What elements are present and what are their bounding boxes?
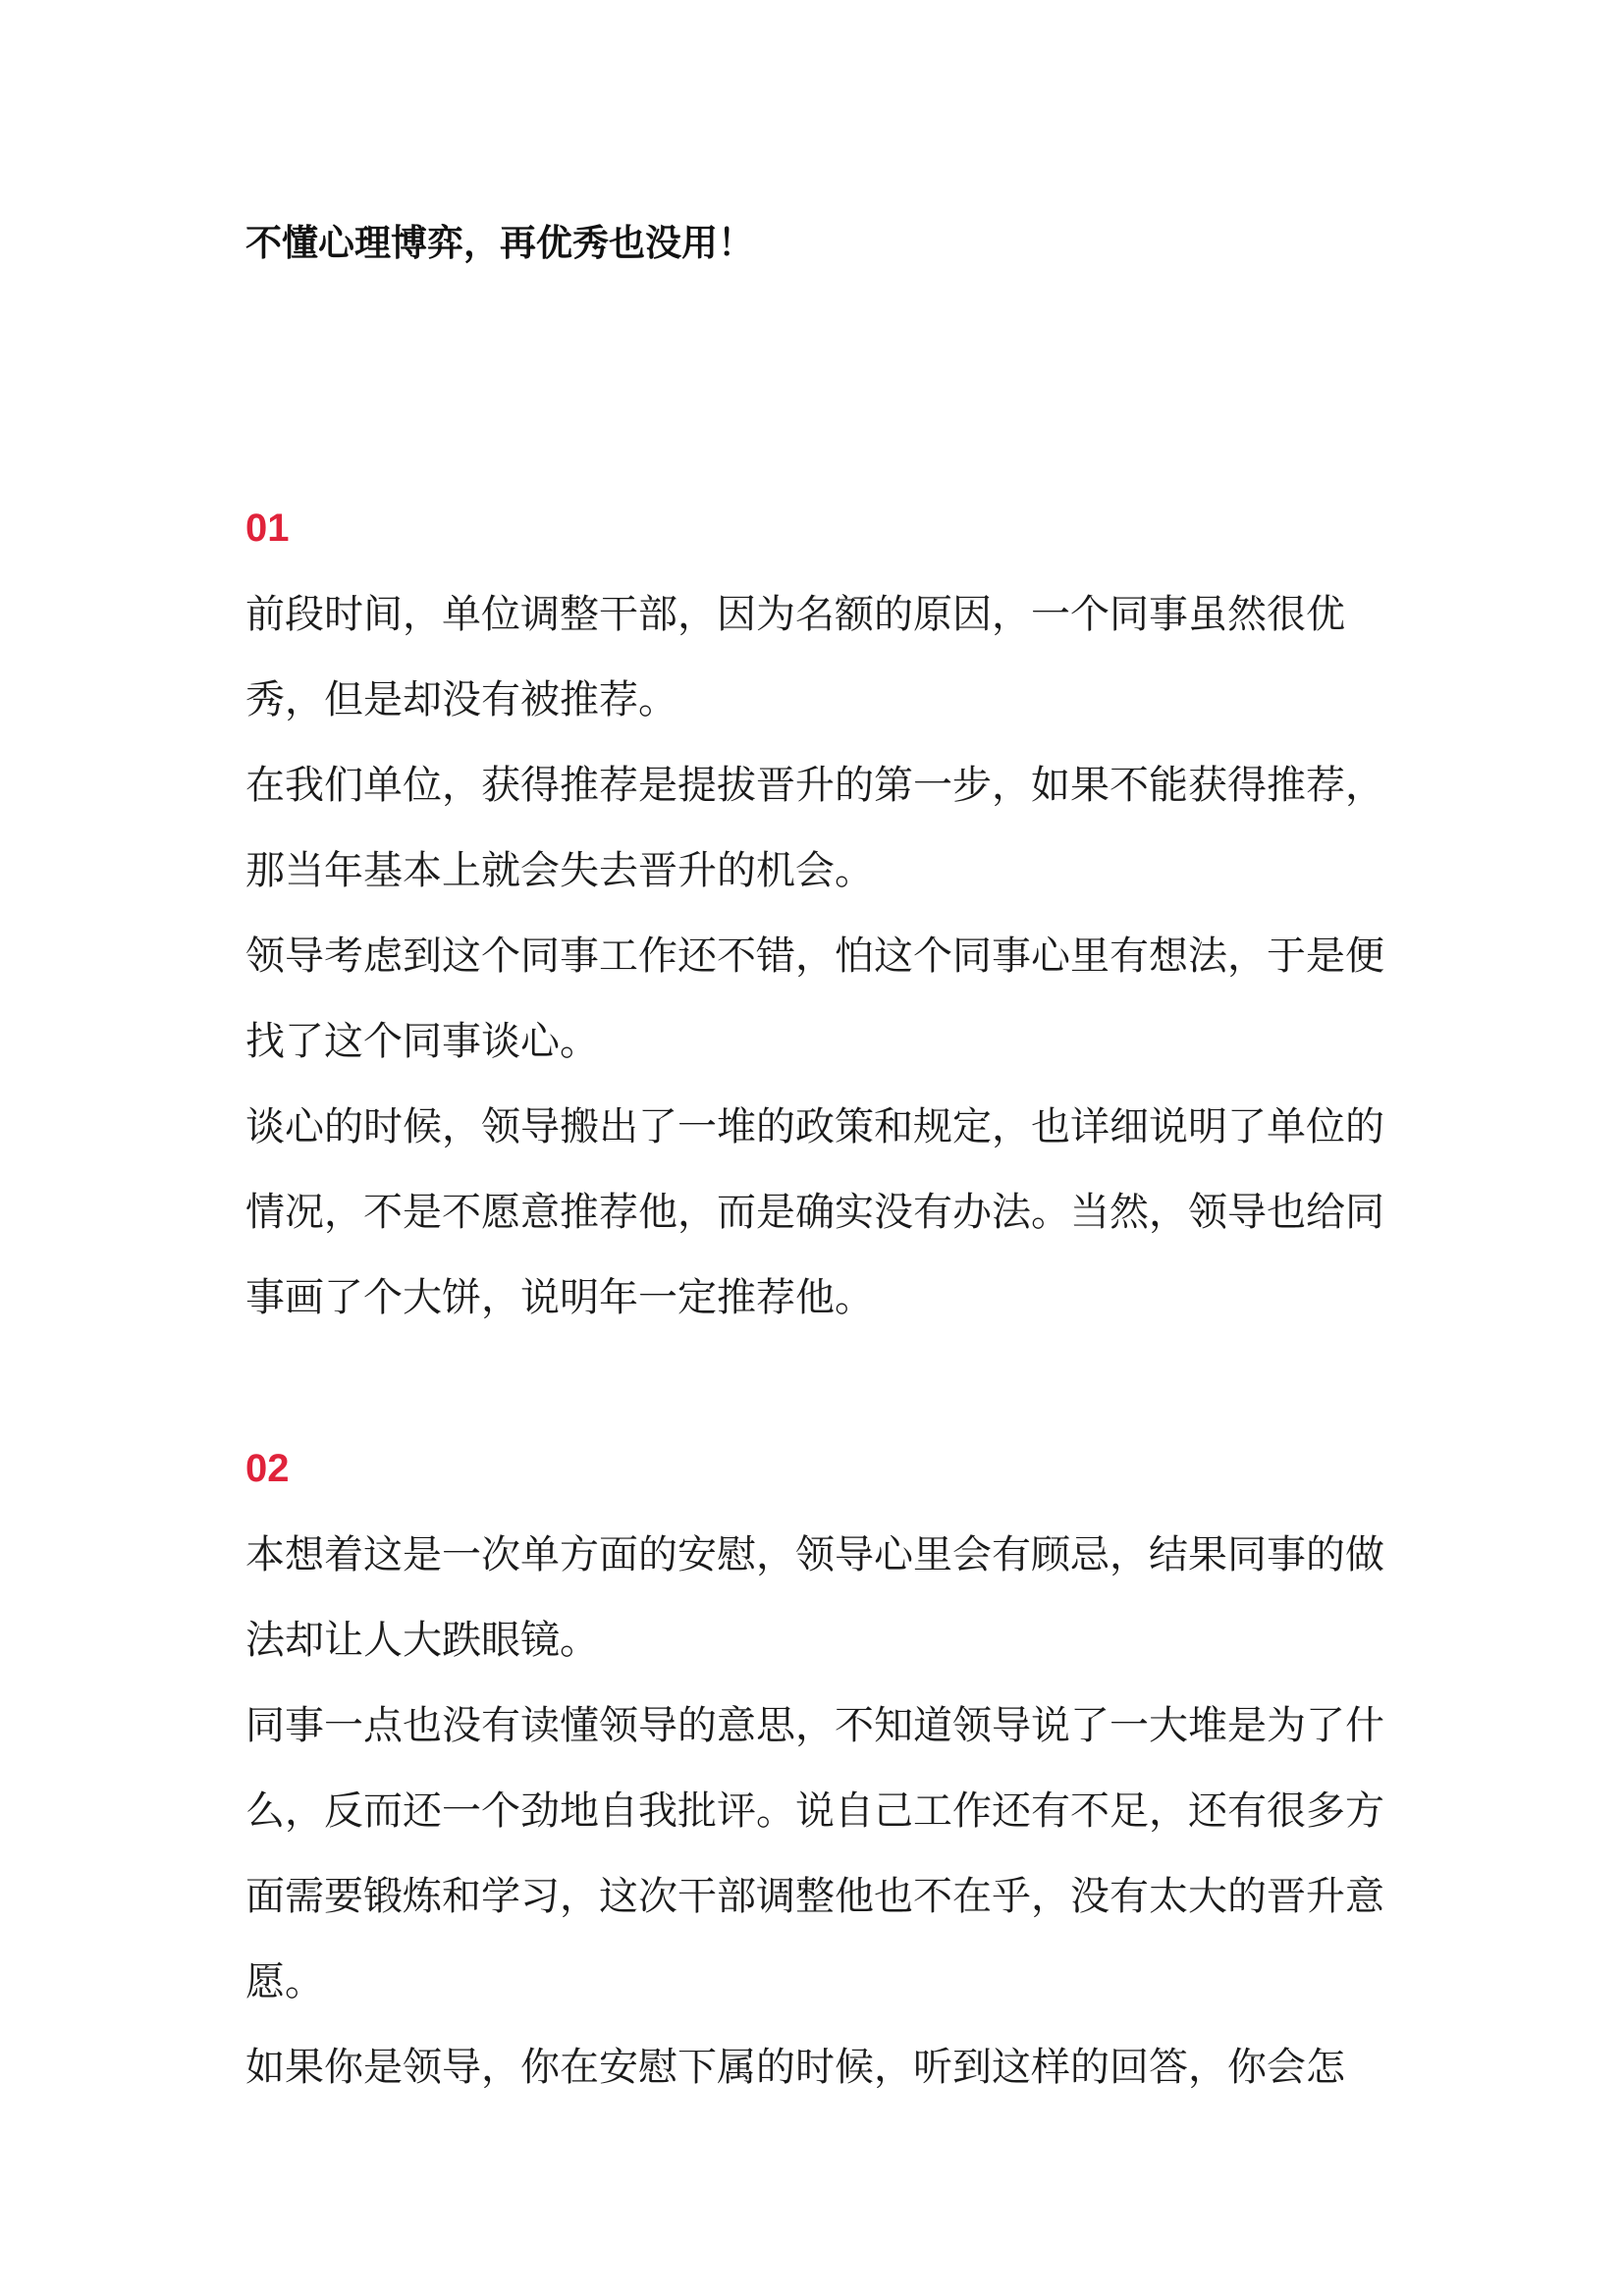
- section-number-02: 02: [245, 1447, 290, 1490]
- paragraph: 同事一点也没有读懂领导的意思，不知道领导说了一大堆是为了什么，反而还一个劲地自我批评。说自己工作还有不足，还有很多方面需要锻炼和学习，这次干部调整他也不在乎，没有太大的晋升意愿。: [245, 1703, 1384, 2004]
- article-title: 不懂心理博弈，再优秀也没用！: [245, 222, 754, 264]
- paragraph: 谈心的时候，领导搬出了一堆的政策和规定，也详细说明了单位的情况，不是不愿意推荐他，而是确实没有办法。当然，领导也给同事画了个大饼，说明年一定推荐他。: [245, 1104, 1384, 1320]
- paragraph: 前段时间，单位调整干部，因为名额的原因，一个同事虽然很优秀，但是却没有被推荐。: [245, 592, 1345, 722]
- paragraph: 本想着这是一次单方面的安慰，领导心里会有顾忌，结果同事的做法却让人大跌眼镜。: [245, 1532, 1384, 1663]
- paragraph: 如果你是领导，你在安慰下属的时候，听到这样的回答，你会怎: [245, 2045, 1345, 2090]
- paragraph: 在我们单位，获得推荐是提拔晋升的第一步，如果不能获得推荐，那当年基本上就会失去晋升的机会。: [245, 763, 1384, 893]
- paragraph: 领导考虑到这个同事工作还不错，怕这个同事心里有想法，于是便找了这个同事谈心。: [245, 934, 1384, 1064]
- section-number-01: 01: [245, 507, 290, 550]
